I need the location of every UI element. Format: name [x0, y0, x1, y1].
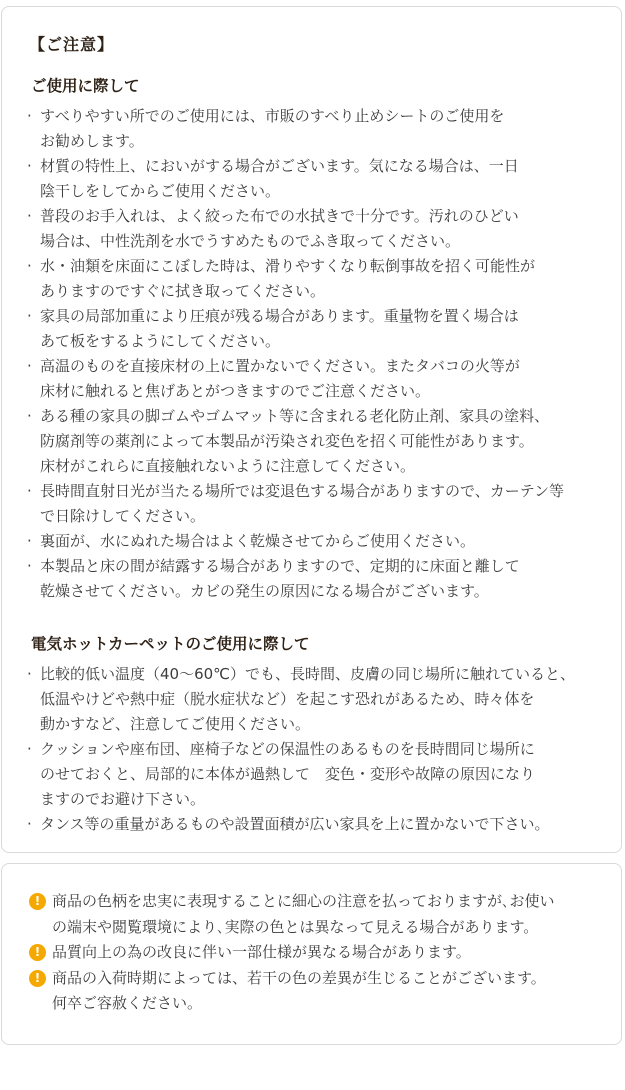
disclaimer-panel — [1, 863, 622, 1045]
bullet: · — [27, 357, 32, 375]
disclaimer-text: 商品の入荷時期によっては、若干の色の差異が生じることがございます。 何卒ご容赦ください。 — [52, 968, 546, 1012]
list-item — [24, 554, 614, 604]
note-text: すべりやすい所でのご使用には、市販のすべり止めシートのご使用を お勧めします。 — [40, 107, 505, 150]
list-item — [24, 154, 614, 204]
bullet: · — [27, 482, 32, 500]
list-item — [29, 966, 614, 1017]
list-item — [24, 354, 614, 404]
note-text: 家具の局部加重により圧痕が残る場合があります。重量物を置く場合は あて板をするようにしてください。 — [40, 307, 519, 350]
disclaimer-text: 品質向上の為の改良に伴い一部仕様が異なる場合があります。 — [52, 943, 471, 961]
bullet: · — [27, 407, 32, 425]
bullet: · — [27, 815, 32, 833]
list-item — [24, 662, 614, 737]
list-item — [24, 104, 614, 154]
note-text: 比較的低い温度（40〜60℃）でも、長時間、皮膚の同じ場所に触れていると、 低温やけどや熱中症（脱水症状など）を起こす恐れがあるため、時々体を 動かすなど、注意してご使用ください。 — [40, 665, 576, 733]
list-item — [24, 812, 614, 837]
bullet: · — [27, 107, 32, 125]
note-text: ある種の家具の脚ゴムやゴムマット等に含まれる老化防止剤、家具の塗料、 防腐剤等の薬剤によって本製品が汚染され変色を招く可能性があります。 床材がこれらに直接触れないように注意してください。 — [40, 407, 550, 475]
list-item — [24, 737, 614, 812]
notice-title: 【ご注意】 — [29, 35, 115, 54]
note-text: 水・油類を床面にこぼした時は、滑りやすくなり転倒事故を招く可能性が ありますのですぐに拭き取ってください。 — [40, 257, 536, 300]
bullet: · — [27, 257, 32, 275]
list-item — [24, 404, 614, 479]
usage-notes-list — [24, 104, 614, 604]
exclamation-circle-icon: ! — [29, 970, 46, 987]
note-text: 裏面が、水にぬれた場合はよく乾燥させてからご使用ください。 — [40, 532, 476, 550]
note-text: 本製品と床の間が結露する場合がありますので、定期的に床面と離して 乾燥させてください。カビの発生の原因になる場合がございます。 — [40, 557, 520, 600]
note-text: 材質の特性上、においがする場合がございます。気になる場合は、一日 陰干しをしてからご使用ください。 — [40, 157, 519, 200]
note-text: タンス等の重量があるものや設置面積が広い家具を上に置かないで下さい。 — [40, 815, 550, 833]
bullet: · — [27, 207, 32, 225]
list-item — [24, 254, 614, 304]
bullet: · — [27, 307, 32, 325]
list-item — [29, 940, 614, 966]
note-text: 普段のお手入れは、よく絞った布での水拭きで十分です。汚れのひどい 場合は、中性洗剤を水でうすめたものでふき取ってください。 — [40, 207, 519, 250]
bullet: · — [27, 740, 32, 758]
bullet: · — [27, 665, 32, 683]
hot-carpet-section-title: 電気ホットカーペットのご使用に際して — [31, 635, 310, 653]
hot-carpet-notes-list — [24, 662, 614, 837]
notice-panel — [1, 6, 622, 853]
list-item — [29, 889, 614, 940]
disclaimer-list — [29, 889, 614, 1017]
exclamation-circle-icon: ! — [29, 944, 46, 961]
list-item — [24, 529, 614, 554]
usage-section-title: ご使用に際して — [31, 77, 140, 95]
bullet: · — [27, 557, 32, 575]
list-item — [24, 479, 614, 529]
note-text: クッションや座布団、座椅子などの保温性のあるものを長時間同じ場所に のせておくと、局部的に本体が過熱して 変色・変形や故障の原因になり ますのでお避け下さい。 — [40, 740, 536, 808]
disclaimer-text: 商品の色柄を忠実に表現することに細心の注意を払っておりますが､お使い の端末や閲覧環境により､実際の色とは異なって見える場合があります。 — [52, 892, 555, 936]
bullet: · — [27, 532, 32, 550]
bullet: · — [27, 157, 32, 175]
list-item — [24, 204, 614, 254]
note-text: 高温のものを直接床材の上に置かないでください。またタバコの火等が 床材に触れると焦げあとがつきますのでご注意ください。 — [40, 357, 520, 400]
note-text: 長時間直射日光が当たる場所では変退色する場合がありますので、カーテン等 で日除けしてください。 — [40, 482, 564, 525]
exclamation-circle-icon: ! — [29, 893, 46, 910]
list-item — [24, 304, 614, 354]
